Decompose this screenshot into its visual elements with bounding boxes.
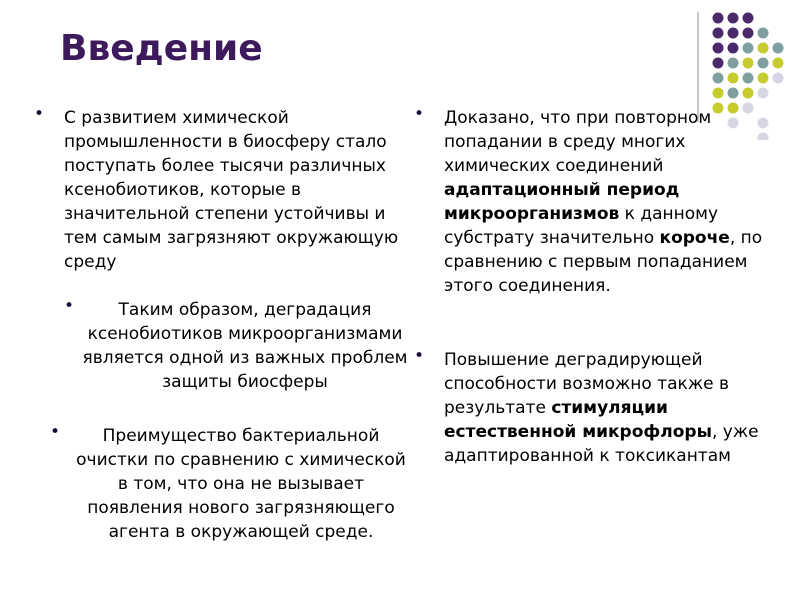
bullet-icon: • [414,104,425,124]
decorative-dot [743,28,754,39]
bullet-icon: • [34,104,45,124]
left-paragraph-3: Преимущество бактериальной очистки по сравнению с химической в том, что она не вызывает появления нового загрязняющего агента в окружающей среде. [76,426,406,542]
decorative-dot [713,28,724,39]
decorative-dot [758,43,769,54]
decorative-dot [743,13,754,24]
right-p1-text-d: , по сравнению с первым попаданием этого соединения. [444,228,763,296]
left-paragraph-2: Таким образом, деградация ксенобиотиков микроорганизмами является одной из важных проблем защиты биосферы [82,300,408,392]
decorative-dot [713,73,724,84]
bullet-icon: • [414,346,425,366]
right-p2-bold-1: стимуляции естественной микрофлоры [444,398,712,442]
bullet-icon: • [64,296,75,316]
decorative-dot [713,88,724,99]
decorative-dot [743,88,754,99]
decorative-dot [728,88,739,99]
slide-title: Введение [60,28,263,69]
decorative-dot [773,58,784,69]
bullet-icon: • [50,422,61,442]
decorative-dot [758,73,769,84]
right-paragraph-1 [444,106,784,298]
decorative-dot [728,13,739,24]
decorative-dot [713,43,724,54]
decorative-dot [728,28,739,39]
decorative-dot [743,73,754,84]
decorative-dot [743,43,754,54]
decorative-dot [713,58,724,69]
right-p1-bold-1: адаптационный период микроорганизмов [444,180,680,224]
right-paragraph-2 [444,348,764,468]
right-p1-text-c: к данному субстрату значительно [444,204,719,248]
right-p1-bold-2: короче [659,228,730,248]
decorative-dot [728,43,739,54]
decorative-dot [773,73,784,84]
decorative-dot [758,88,769,99]
decorative-dot [758,58,769,69]
left-paragraph-1: С развитием химической промышленности в биосферу стало поступать более тысячи различных ксенобиотиков, которые в значительной степени устойчивы и тем самым загрязняют окружающую среду [64,108,399,272]
decorative-dot [728,58,739,69]
right-p1-text-a: Доказано, что при повторном попадании в среду многих химических соединений [444,108,712,176]
decorative-dot [713,13,724,24]
decorative-dot [728,73,739,84]
right-p2-text-a: Повышение деградирующей способности возможно также в результате [444,350,730,418]
decorative-dot [758,28,769,39]
right-p2-text-c: , уже адаптированной к токсикантам [444,422,759,466]
decorative-dot [773,43,784,54]
decorative-dot [743,58,754,69]
